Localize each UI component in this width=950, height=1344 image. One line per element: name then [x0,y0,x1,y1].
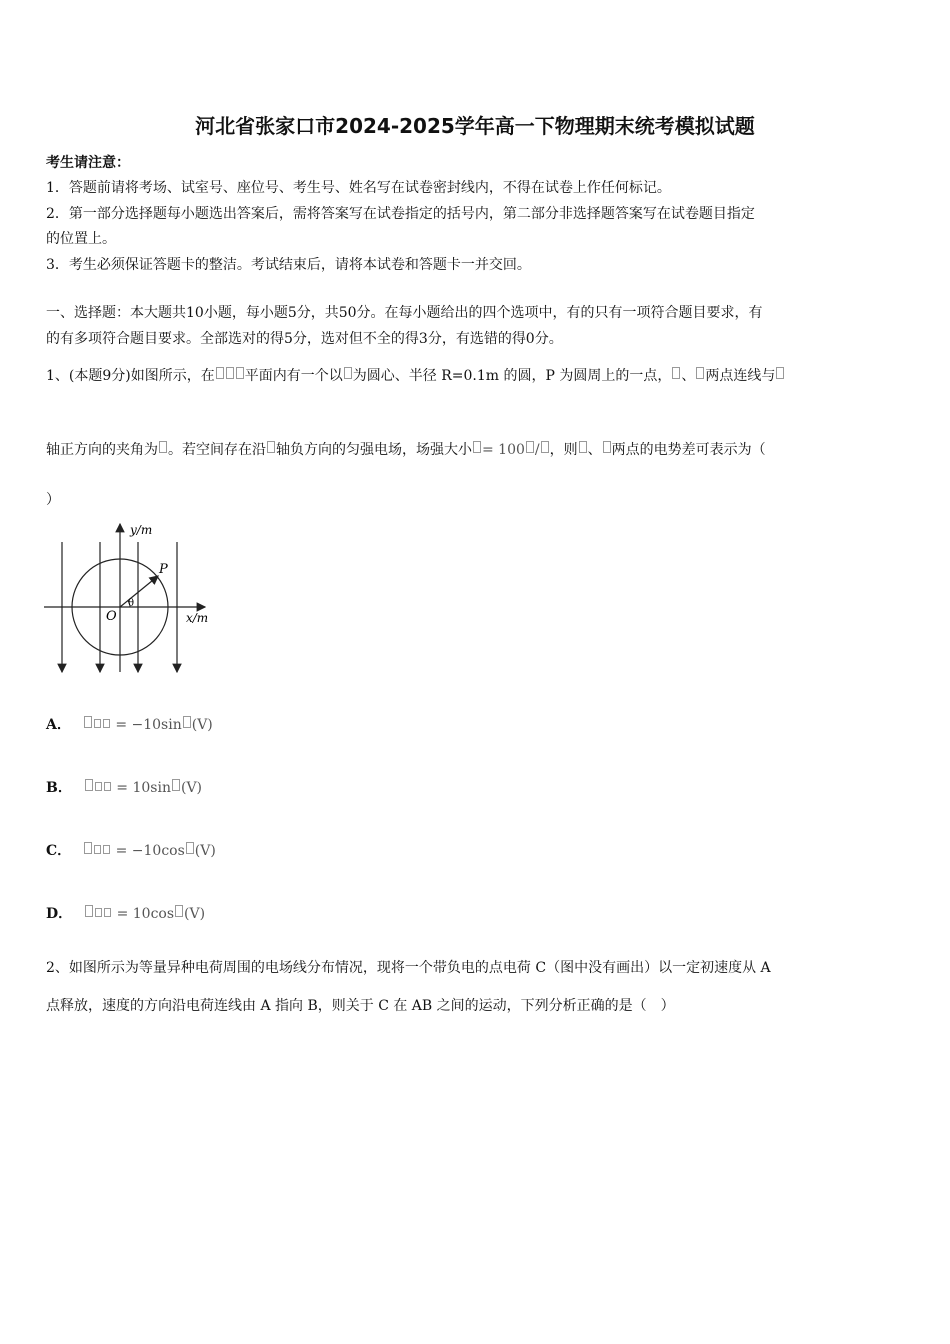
q1-text: ，则 [549,442,578,458]
q1-text: 两点连线与 [705,368,776,384]
x-axis-label: x/m [186,611,209,625]
q1-text: 为圆心、半径 R=0.1m 的圆，P 为圆周上的一点， [352,368,672,384]
q1-option-c[interactable]: C． = −10cos (V) [46,843,216,859]
q1-line-3: ） [46,492,60,508]
q1-figure [40,520,220,680]
q1-line-1 [46,365,785,385]
section1-instructions-2: 的有多项符合题目要求。全部选对的得5分，选对但不全的得3分，有选错的得0分。 [46,331,563,347]
q1-text: 1、(本题9分)如图所示，在 [46,368,215,384]
point-p-label: P [159,562,168,577]
q1-text: 、 [587,442,602,458]
q1-option-d[interactable]: D． = 10cos (V) [46,906,206,922]
notice-item-2-cont: 的位置上。 [46,231,116,247]
q2-line-2: 点释放，速度的方向沿电荷连线由 A 指向 B，则关于 C 在 AB 之间的运动，下列分析正确的是（ ） [46,998,675,1014]
q1-option-b[interactable]: B． = 10sin (V) [46,780,203,796]
q1-text: 轴负方向的匀强电场，场强大小 [276,442,472,458]
option-label: C． [46,843,72,859]
q1-option-a[interactable]: A． = −10sin (V) [46,717,213,733]
q1-text: 。若空间存在沿 [168,442,266,458]
notice-item-1: 1．答题前请将考场、试室号、座位号、考生号、姓名写在试卷密封线内，不得在试卷上作任何标记。 [46,180,671,196]
section1-instructions-1: 一、选择题：本大题共10小题，每小题5分，共50分。在每小题给出的四个选项中，有的只有一项符合题目要求，有 [46,305,763,321]
notice-item-3: 3．考生必须保证答题卡的整洁。考试结束后，请将本试卷和答题卡一并交回。 [46,257,531,273]
origin-label: O [106,609,117,624]
notice-item-2: 2．第一部分选择题每小题选出答案后，需将答案写在试卷指定的括号内，第二部分非选择题答案写在试卷题目指定 [46,206,755,222]
q2-line-1: 2、如图所示为等量异种电荷周围的电场线分布情况，现将一个带负电的点电荷 C（图中没有画出）以一定初速度从 A [46,960,771,976]
y-axis-label: y/m [130,523,153,537]
q1-field-math: = 100 / [482,442,550,458]
q1-text: 两点的电势差可表示为（ [611,442,766,458]
q1-text: 、 [681,368,696,384]
q1-line-2 [46,439,766,459]
notice-heading: 考生请注意： [46,155,130,171]
option-label: A． [46,717,71,733]
q1-text: 平面内有一个以 [244,368,343,384]
option-label: D． [46,906,73,922]
page-title: 河北省张家口市2024-2025学年高一下物理期末统考模拟试题 [195,114,755,138]
radius-op [120,576,158,607]
q1-text: 轴正方向的夹角为 [46,442,158,458]
theta-label: θ [128,598,135,609]
option-label: B． [46,780,72,796]
